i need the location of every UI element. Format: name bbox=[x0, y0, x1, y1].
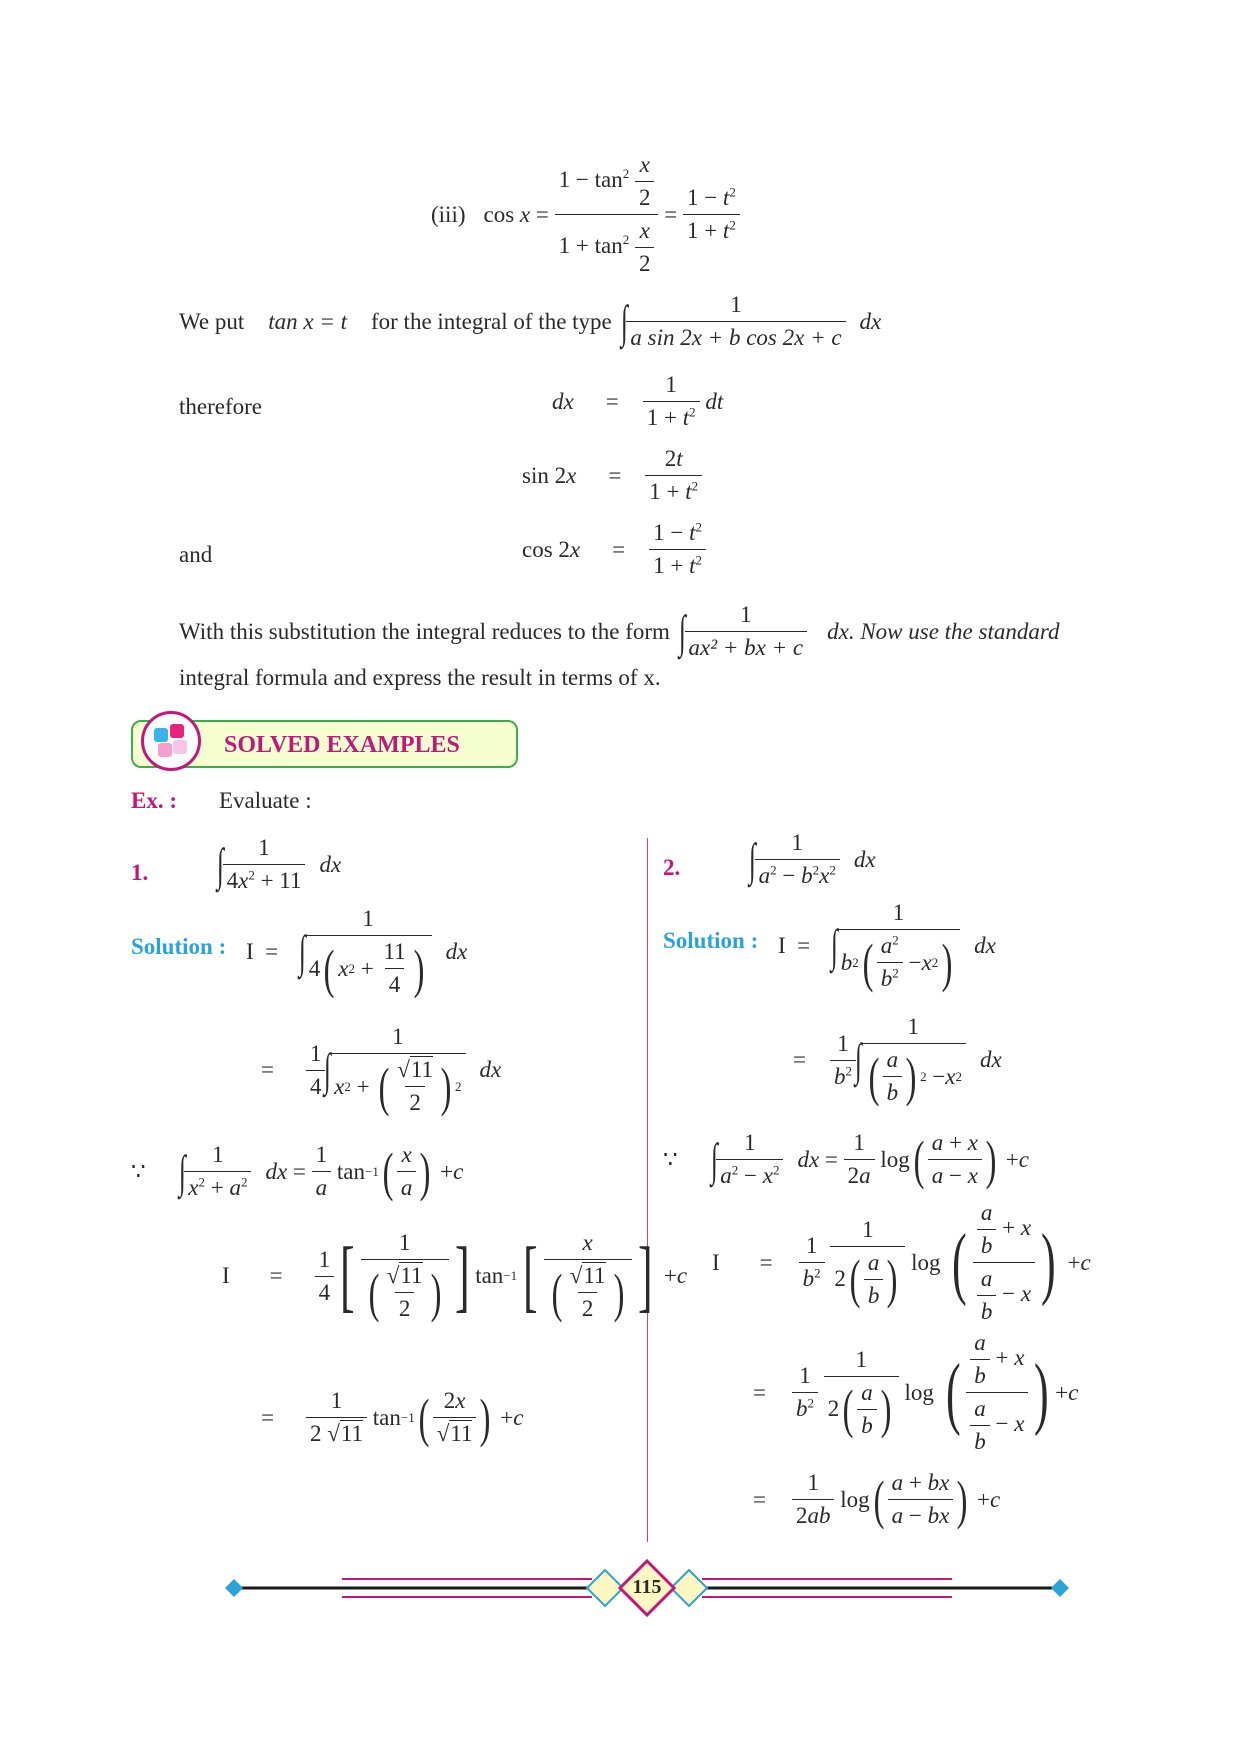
standard-formula-2: ∵ ∫ $\frac{1}{a^2 - x^2}$ dx = $\frac{1}{2a}$ log ( $\frac{a + x}{a - x}$ ) + c bbox=[663, 1129, 1029, 1190]
subst-after-text: dx. Now use the standard bbox=[827, 618, 1060, 644]
type-denominator: a sin 2x + b cos 2x + c bbox=[626, 321, 845, 351]
puzzle-piece-icon bbox=[154, 728, 168, 742]
question-1-number: 1. bbox=[131, 860, 149, 885]
example-label: Ex. : bbox=[131, 788, 177, 813]
solution-1-label: Solution : bbox=[131, 934, 227, 959]
item-iii-label: (iii) bbox=[431, 201, 466, 227]
subst-denominator: ax² + bx + c bbox=[685, 631, 808, 661]
solution-2-step1: I = ∫ 1 b 2 ( $\frac{a^2}{b^2}$ − x 2 ) dx bbox=[778, 900, 996, 993]
solution-1-result: = $\frac{1}{2 √11}$ tan −1 ( $\frac{2x}{√11}$ ) + c bbox=[261, 1387, 524, 1448]
solution-2-result: = $\frac{1}{2ab}$ log ( $\frac{a + bx}{a - bx}$ ) + c bbox=[753, 1469, 1001, 1530]
question-2-integral: ∫ $\frac{1}{a^2 - b^2x^2}$ dx bbox=[748, 830, 876, 888]
substitution-paragraph-line2: integral formula and express the result in terms of x. bbox=[179, 665, 661, 690]
we-put-text: We put bbox=[179, 308, 245, 334]
page-number: 115 bbox=[632, 1576, 662, 1598]
cos-label: cos bbox=[483, 201, 515, 227]
standard-formula-1: ∵ ∫ $\frac{1}{x^2 + a^2}$ dx = $\frac{1}{a}$ tan −1 ( $\frac{x}{a}$ ) + c bbox=[131, 1141, 464, 1202]
because-symbol: ∵ bbox=[131, 1158, 146, 1184]
cos2x-equation: cos 2x = $\frac{1 - t^2}{1 + t^2}$ bbox=[522, 520, 706, 579]
dx-equation: dx = $\frac{1}{1 + t^2}$ dt bbox=[552, 372, 724, 430]
because-symbol-2: ∵ bbox=[663, 1146, 678, 1172]
solution-1-step1: I = ∫ 1 4 ( x 2 + $\frac{11}{4}$ ) dx bbox=[246, 906, 468, 999]
solution-2-step4: = $\frac{1}{b^2}$ 1 2 ( $\frac{a}{b}$ ) log ( $\frac{a}{b}$ + x $\frac{a}{b}$ − x ) + c bbox=[753, 1330, 1079, 1454]
footer-end-diamond-icon bbox=[1051, 1579, 1069, 1597]
solution-2-label: Solution : bbox=[663, 928, 759, 953]
section-title: SOLVED EXAMPLES bbox=[224, 732, 460, 758]
solution-1-step3: I = $\frac{1}{4}$ [ 1 ( $\frac{√11}{2}$ ) ] tan −1 [ x ( $\frac{√11}{2}$ ) ] + c bbox=[222, 1230, 688, 1323]
example-prompt: Evaluate : bbox=[219, 788, 312, 813]
integral-type-text: for the integral of the type bbox=[370, 308, 612, 334]
cos-half-angle-identity: (iii) cos x = $1 - \tan^2$ $\frac{x}{2}$ $1 + \tan^2$ $\frac{x}{2}$ = $\frac{1 - t^2}{1 + t^2}$ bbox=[431, 152, 740, 277]
substitution-paragraph-line1: With this substitution the integral reduces to the form ∫ $\frac{1}{\text{ax² + bx + c}}$ dx. Now use the standard bbox=[179, 602, 1060, 660]
therefore-label: therefore bbox=[179, 394, 262, 419]
and-label: and bbox=[179, 542, 213, 567]
puzzle-piece-icon bbox=[158, 743, 172, 757]
tan-put-expression: tan x = t bbox=[268, 308, 347, 334]
footer-side-diamond-icon bbox=[671, 1570, 707, 1606]
question-1-integral: ∫ $\frac{1}{4x^2 + 11}$ dx bbox=[216, 835, 342, 893]
tan-substitution-line: We put tan x = t for the integral of the type ∫ $\frac{1}{\text{a sin 2x + b cos 2x + c}}$ dx bbox=[179, 292, 882, 350]
puzzle-piece-icon bbox=[173, 740, 187, 754]
puzzle-badge bbox=[141, 711, 201, 771]
footer-end-diamond-icon bbox=[225, 1579, 243, 1597]
solution-2-step3: I = $\frac{1}{b^2}$ 1 2 ( $\frac{a}{b}$ ) log ( $\frac{a}{b}$ + x $\frac{a}{b}$ − x ) + c bbox=[712, 1200, 1091, 1324]
substitution-text: With this substitution the integral reduces to the form bbox=[179, 618, 670, 644]
solution-2-step2: = $\frac{1}{b^2}$ ∫ 1 ( $\frac{a}{b}$ ) 2 − x 2 dx bbox=[793, 1014, 1002, 1107]
puzzle-piece-icon bbox=[170, 724, 184, 738]
sin2x-equation: sin 2x = $\frac{2t}{1 + t^2}$ bbox=[522, 446, 702, 505]
solution-1-step2: = $\frac{1}{4}$ ∫ 1 x 2 + ( $\frac{√11}{2}$ ) 2 dx bbox=[261, 1024, 502, 1117]
footer-side-diamond-icon bbox=[587, 1570, 623, 1606]
type-numerator: 1 bbox=[730, 292, 742, 317]
column-divider bbox=[647, 838, 648, 1542]
question-2-number: 2. bbox=[663, 855, 681, 880]
